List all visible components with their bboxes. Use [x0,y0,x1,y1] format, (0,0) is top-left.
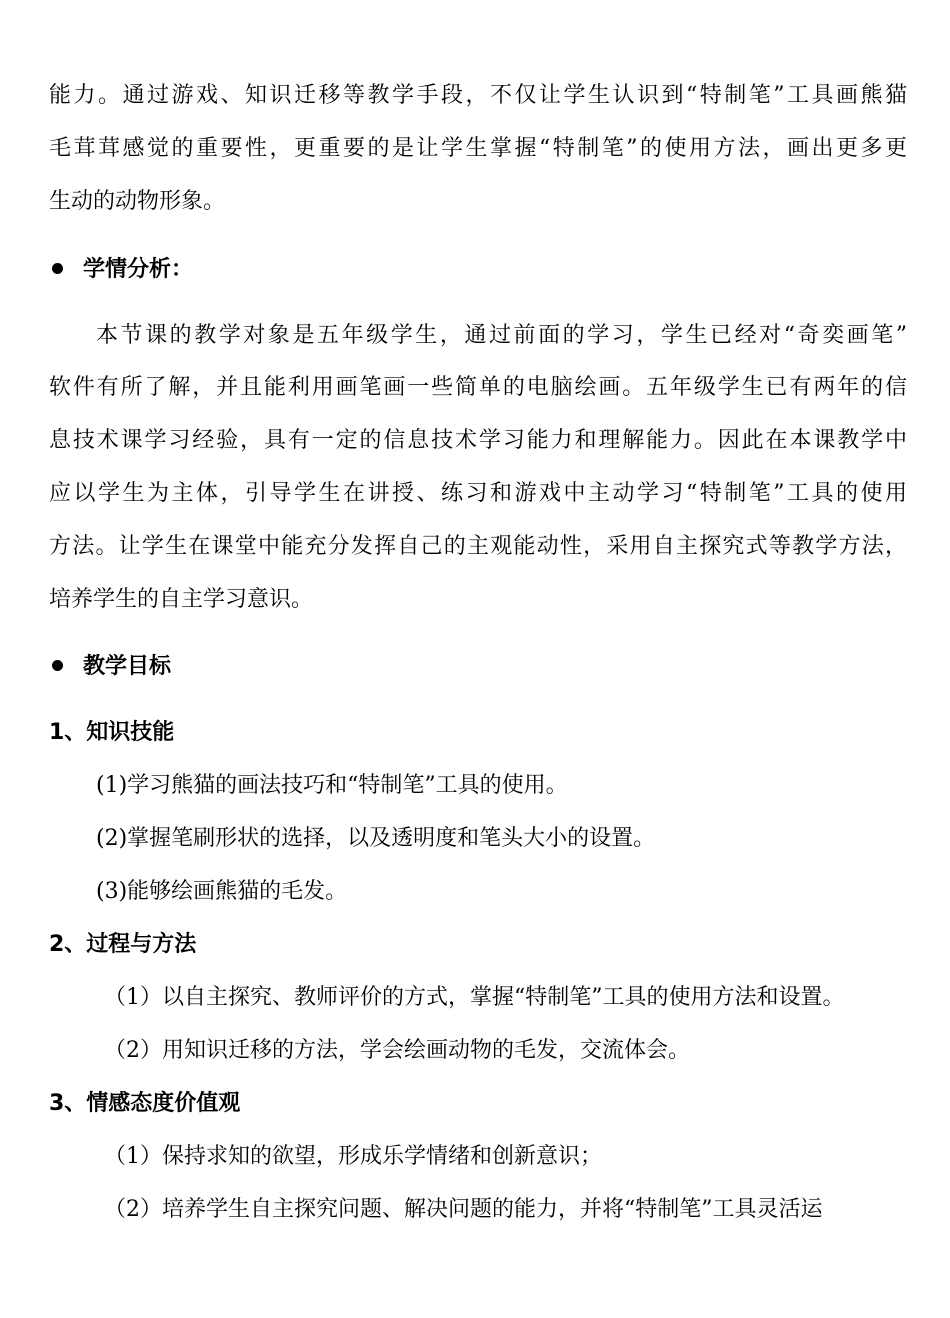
objective-item: (1)学习熊猫的画法技巧和“特制笔”工具的使用。 [96,773,568,798]
bullet-icon [52,660,63,671]
analysis-line-2: 软件有所了解，并且能利用画笔画一些简单的电脑绘画。五年级学生已有两年的信 [49,375,907,400]
bullet-icon [52,263,63,274]
objective-item: (2)掌握笔刷形状的选择，以及透明度和笔头大小的设置。 [96,826,656,851]
analysis-line-4: 应以学生为主体，引导学生在讲授、练习和游戏中主动学习“特制笔”工具的使用 [49,481,907,506]
objective-item: （1）以自主探究、教师评价的方式，掌握“特制笔”工具的使用方法和设置。 [104,985,845,1010]
analysis-line-6: 培养学生的自主学习意识。 [49,587,314,612]
analysis-line-1: 本节课的教学对象是五年级学生，通过前面的学习，学生已经对“奇奕画笔” [96,323,907,348]
objective-item: （2）培养学生自主探究问题、解决问题的能力，并将“特制笔”工具灵活运 [104,1197,823,1222]
intro-line-1: 能力。通过游戏、知识迁移等教学手段，不仅让学生认识到“特制笔”工具画熊猫 [49,83,907,108]
objective-item: （1）保持求知的欲望，形成乐学情绪和创新意识； [104,1144,602,1169]
analysis-line-5: 方法。让学生在课堂中能充分发挥自己的主观能动性，采用自主探究式等教学方法， [49,534,907,559]
learning-analysis-heading [49,255,193,285]
intro-line-2: 毛茸茸感觉的重要性，更重要的是让学生掌握“特制笔”的使用方法，画出更多更 [49,136,907,161]
section-title-attitudes-values: 3、情感态度价值观 [49,1091,241,1116]
objective-item: (3)能够绘画熊猫的毛发。 [96,879,348,904]
objectives-heading-text: 教学目标 [83,654,172,679]
analysis-line-3: 息技术课学习经验，具有一定的信息技术学习能力和理解能力。因此在本课教学中 [49,428,907,453]
objectives-heading [49,652,171,682]
intro-line-3: 生动的动物形象。 [49,189,226,214]
learning-analysis-heading-text: 学情分析： [83,257,194,282]
objective-item: （2）用知识迁移的方法，学会绘画动物的毛发，交流体会。 [104,1038,690,1063]
section-title-knowledge-skills: 1、知识技能 [49,720,175,745]
section-title-process-methods: 2、过程与方法 [49,932,197,957]
